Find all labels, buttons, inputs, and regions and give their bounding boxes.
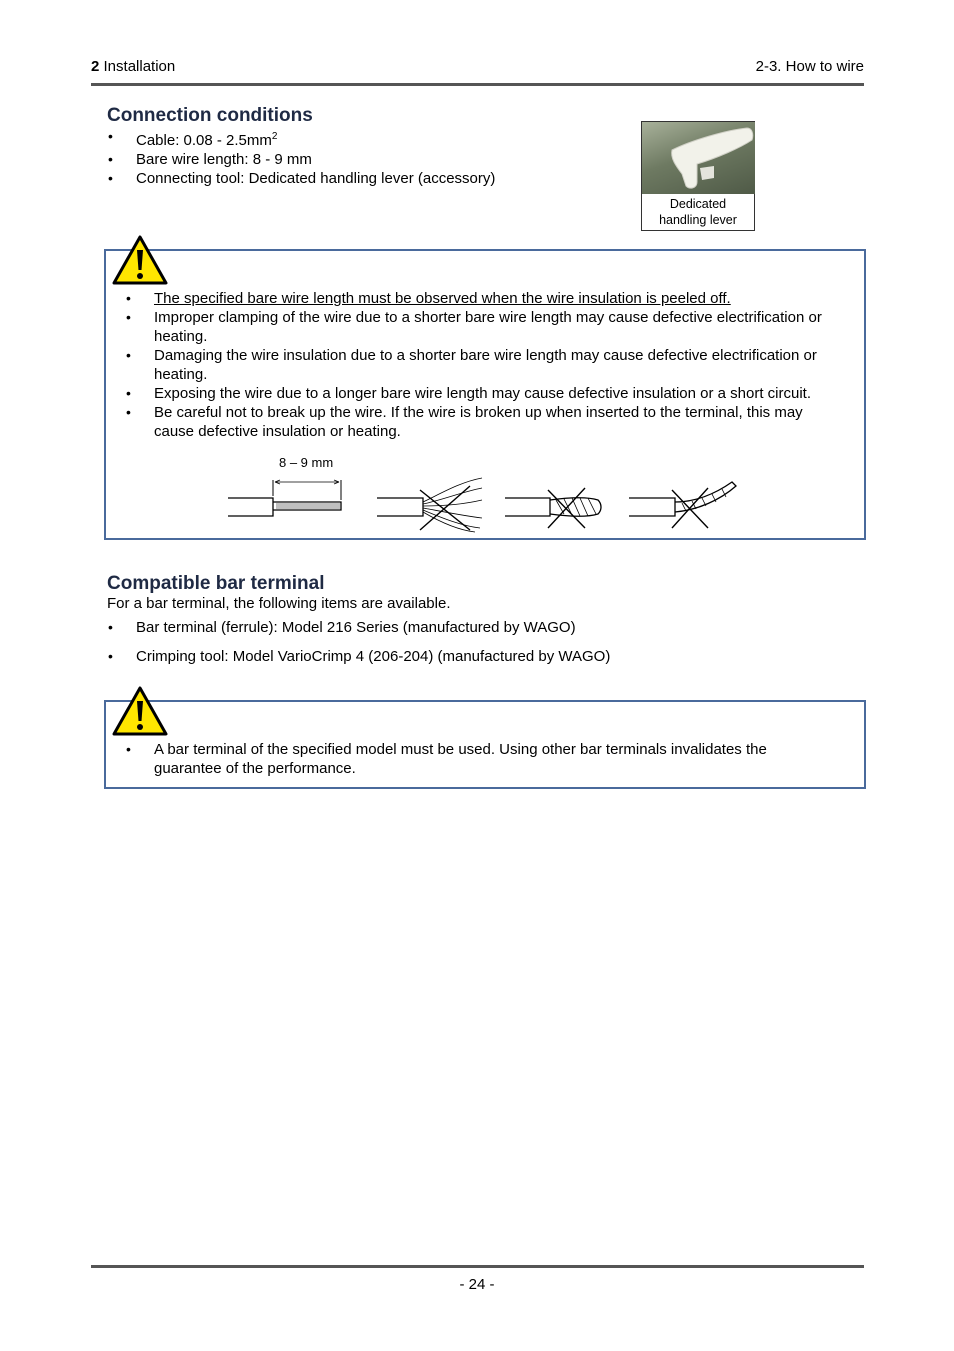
list-item: • The specified bare wire length must be observed when the wire insulation is peeled off. [154, 289, 854, 308]
handling-lever-photo [642, 122, 755, 194]
wire-frayed-illustration [377, 478, 482, 532]
warning-triangle-icon [111, 234, 169, 286]
list-item: • Crimping tool: Model VarioCrimp 4 (206-204) (manufactured by WAGO) [136, 647, 610, 666]
bar-terminal-list [136, 618, 610, 666]
connection-list [136, 127, 495, 188]
list-item: • Connecting tool: Dedicated handling lever (accessory) [136, 169, 495, 188]
wire-correct-illustration [228, 480, 341, 516]
wire-stripping-diagram [220, 468, 750, 534]
header-chapter [91, 58, 175, 75]
list-item: • Bare wire length: 8 - 9 mm [136, 150, 495, 169]
photo-caption-line1: Dedicated [669, 197, 727, 211]
list-item: • Damaging the wire insulation due to a shorter bare wire length may cause defective electrification or heating. [154, 346, 854, 384]
wire-bent-illustration [629, 482, 736, 528]
footer-rule [91, 1265, 864, 1268]
chapter-number: 2 [91, 58, 100, 75]
header-section: 2-3. How to wire [755, 58, 864, 75]
caution2-list [154, 740, 854, 778]
handling-lever-figure [641, 121, 755, 231]
list-item: • Cable: $0.08 - 2.5mm^2$ [136, 127, 495, 150]
list-item: • Exposing the wire due to a longer bare wire length may cause defective insulation or a short circuit. [154, 384, 854, 403]
connection-title: Connection conditions [107, 105, 313, 126]
bar-terminal-title: Compatible bar terminal [107, 573, 325, 594]
header-rule [91, 83, 864, 86]
warning-triangle-icon [111, 685, 169, 737]
chapter-title: Installation [103, 58, 176, 75]
list-item: • A bar terminal of the specified model must be used. Using other bar terminals invalidates the guarantee of the performance. [154, 740, 854, 778]
dimension-label: 8 – 9 mm [279, 455, 334, 470]
bar-terminal-intro: For a bar terminal, the following items are available. [107, 595, 451, 612]
list-item: • Improper clamping of the wire due to a shorter bare wire length may cause defective electrification or heating. [154, 308, 854, 346]
photo-caption-line2: handling lever [659, 213, 737, 227]
list-item: • Be careful not to break up the wire. If the wire is broken up when inserted to the terminal, this may cause defective insulation or heating. [154, 403, 854, 441]
wire-twisted-illustration [505, 488, 601, 528]
list-item: • Bar terminal (ferrule): Model 216 Series (manufactured by WAGO) [136, 618, 610, 637]
page-number: - 24 - [459, 1276, 495, 1293]
caution1-list [154, 289, 854, 441]
